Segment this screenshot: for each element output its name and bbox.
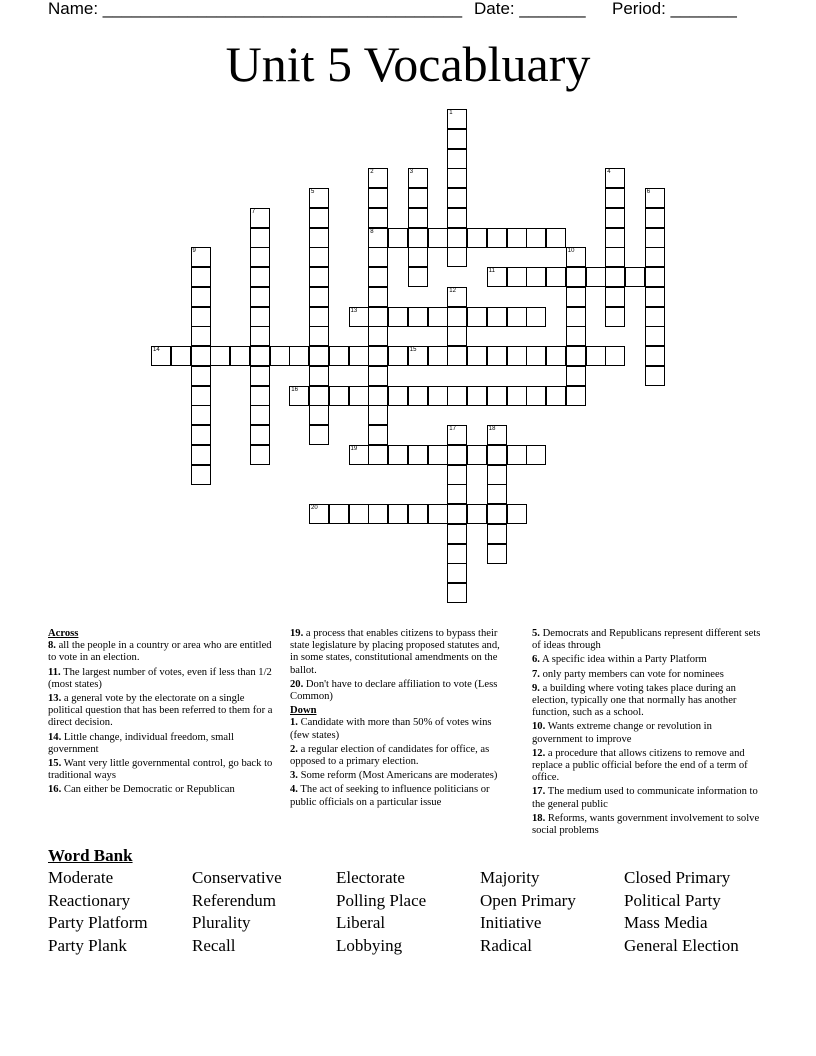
crossword-cell[interactable] (408, 504, 428, 524)
crossword-cell[interactable] (447, 208, 467, 228)
clue-number: 8 (370, 228, 374, 235)
crossword-cell[interactable] (428, 504, 448, 524)
crossword-cell[interactable] (605, 267, 625, 287)
crossword-cell[interactable] (487, 465, 507, 485)
crossword-cell[interactable] (408, 267, 428, 287)
crossword-cell[interactable] (428, 346, 448, 366)
crossword-cell[interactable] (645, 247, 665, 267)
crossword-cell[interactable] (645, 326, 665, 346)
crossword-cell[interactable] (349, 504, 369, 524)
crossword-cell[interactable] (645, 208, 665, 228)
crossword-cell[interactable] (408, 208, 428, 228)
crossword-cell[interactable] (605, 208, 625, 228)
crossword-cell[interactable] (171, 346, 191, 366)
crossword-cell-6[interactable] (645, 188, 665, 208)
crossword-cell[interactable] (250, 326, 270, 346)
clue-down-6: 6. A specific idea within a Party Platform (532, 654, 707, 666)
crossword-cell[interactable] (250, 445, 270, 465)
crossword-cell[interactable] (408, 445, 428, 465)
clue-down-5: 5. Democrats and Republicans represent different sets of ideas through (532, 628, 761, 652)
crossword-cell[interactable] (487, 544, 507, 564)
crossword-cell[interactable] (605, 247, 625, 267)
crossword-cell[interactable] (507, 445, 527, 465)
crossword-cell[interactable] (270, 346, 290, 366)
crossword-cell[interactable] (447, 326, 467, 346)
crossword-cell-20[interactable] (309, 504, 329, 524)
crossword-cell-10[interactable] (566, 247, 586, 267)
crossword-cell[interactable] (487, 445, 507, 465)
crossword-cell[interactable] (408, 247, 428, 267)
crossword-cell[interactable] (408, 188, 428, 208)
crossword-cell[interactable] (645, 267, 665, 287)
crossword-cell[interactable] (368, 405, 388, 425)
clue-number: 9 (192, 248, 196, 255)
clue-number: 6 (646, 189, 651, 195)
crossword-cell[interactable] (368, 425, 388, 445)
word-bank-item: Closed Primary (624, 868, 731, 887)
crossword-cell[interactable] (605, 287, 625, 307)
crossword-cell[interactable] (447, 445, 467, 465)
crossword-cell[interactable] (388, 307, 408, 327)
crossword-cell[interactable] (191, 346, 211, 366)
crossword-cell-3[interactable] (408, 168, 428, 188)
clue-across-19: 19. a process that enables citizens to bypass their state legislature by placing proposed statutes and, in some states, constitutional amendments on the ballot. (290, 628, 500, 676)
crossword-cell[interactable] (447, 307, 467, 327)
word-bank-item: Electorate (336, 868, 405, 887)
crossword-cell[interactable] (566, 267, 586, 287)
clue-number: 7 (251, 208, 256, 215)
crossword-cell[interactable] (487, 307, 507, 327)
down-heading: Down (290, 705, 317, 717)
crossword-cell[interactable] (309, 346, 329, 366)
crossword-cell[interactable] (368, 366, 388, 386)
crossword-cell[interactable] (605, 307, 625, 327)
clue-number: 12 (449, 287, 456, 294)
word-bank-item: Radical (480, 936, 532, 956)
name-line: Name: ______________________________________ (48, 0, 463, 18)
crossword-cell[interactable] (467, 346, 487, 366)
crossword-cell[interactable] (645, 307, 665, 327)
crossword-cell[interactable] (507, 267, 527, 287)
crossword-cell[interactable] (368, 247, 388, 267)
crossword-cell[interactable] (309, 228, 329, 248)
crossword-cell[interactable] (368, 326, 388, 346)
crossword-cell[interactable] (309, 307, 329, 327)
crossword-cell[interactable] (191, 445, 211, 465)
clue-number: 2 (370, 169, 374, 176)
crossword-cell[interactable] (487, 346, 507, 366)
crossword-cell-14[interactable] (151, 346, 171, 366)
crossword-cell[interactable] (566, 307, 586, 327)
clue-across-13: 13. a general vote by the electorate on a single political question that has been referred to them for a direct decision. (48, 693, 273, 729)
crossword-cell[interactable] (447, 228, 467, 248)
word-bank-item: Referendum (192, 890, 277, 910)
crossword-cell-17[interactable] (447, 425, 467, 445)
crossword-cell-19[interactable] (349, 445, 369, 465)
crossword-cell[interactable] (645, 366, 665, 386)
crossword-cell[interactable] (368, 386, 388, 406)
word-bank-item: Lobbying (336, 936, 403, 956)
crossword-cell[interactable] (566, 386, 586, 406)
crossword-cell[interactable] (447, 563, 467, 583)
crossword-cell-15[interactable] (408, 346, 428, 366)
crossword-cell[interactable] (329, 504, 349, 524)
crossword-cell[interactable] (566, 346, 586, 366)
clues-column-3 (532, 628, 762, 839)
crossword-cell[interactable] (645, 346, 665, 366)
crossword-cell[interactable] (191, 326, 211, 346)
word-bank-item: Recall (192, 936, 236, 956)
crossword-cell-16[interactable] (289, 386, 309, 406)
crossword-cell[interactable] (388, 346, 408, 366)
word-bank-item: Initiative (480, 913, 542, 933)
crossword-cell[interactable] (546, 386, 566, 406)
clue-down-1: 1. Candidate with more than 50% of votes wins (few states) (290, 717, 492, 741)
crossword-cell[interactable] (388, 504, 408, 524)
crossword-cell[interactable] (447, 129, 467, 149)
crossword-cell[interactable] (546, 346, 566, 366)
crossword-cell[interactable] (250, 405, 270, 425)
crossword-cell[interactable] (447, 524, 467, 544)
page-title: Unit 5 Vocabluary (225, 36, 591, 92)
clue-number: 4 (607, 169, 611, 176)
crossword-cell[interactable] (250, 287, 270, 307)
crossword-cell[interactable] (507, 228, 527, 248)
crossword-cell[interactable] (586, 267, 606, 287)
crossword-cell-9[interactable] (191, 247, 211, 267)
crossword-cell[interactable] (645, 228, 665, 248)
clue-down-9: 9. a building where voting takes place during an election, typically one that normally has another function, such as a school. (532, 682, 737, 719)
crossword-cell[interactable] (467, 307, 487, 327)
crossword-cell[interactable] (447, 346, 467, 366)
crossword-cell[interactable] (408, 307, 428, 327)
crossword-cell[interactable] (388, 386, 408, 406)
clue-number: 17 (449, 426, 456, 432)
crossword-cell[interactable] (250, 247, 270, 267)
crossword-cell[interactable] (447, 544, 467, 564)
crossword-cell[interactable] (526, 267, 546, 287)
crossword-cell[interactable] (447, 247, 467, 267)
crossword-cell[interactable] (309, 208, 329, 228)
clue-down-2: 2. a regular election of candidates for office, as opposed to a primary election. (290, 743, 490, 768)
crossword-cell[interactable] (349, 386, 369, 406)
crossword-cell[interactable] (546, 267, 566, 287)
crossword-cell[interactable] (191, 307, 211, 327)
crossword-cell[interactable] (487, 504, 507, 524)
clues-column-1 (48, 628, 278, 799)
crossword-cell[interactable] (191, 386, 211, 406)
crossword-cell[interactable] (368, 287, 388, 307)
crossword-cell[interactable] (447, 504, 467, 524)
crossword-cell[interactable] (586, 346, 606, 366)
crossword-cell[interactable] (507, 307, 527, 327)
clue-across-11: 11. The largest number of votes, even if less than 1/2 (most states) (48, 666, 272, 690)
crossword-cell[interactable] (368, 188, 388, 208)
word-bank-item: Mass Media (624, 913, 708, 933)
crossword-cell[interactable] (250, 425, 270, 445)
crossword-cell[interactable] (329, 386, 349, 406)
crossword-cell-13[interactable] (349, 307, 369, 327)
crossword-cell[interactable] (250, 267, 270, 287)
crossword-cell[interactable] (526, 346, 546, 366)
crossword-cell[interactable] (230, 346, 250, 366)
word-bank-item: Political Party (624, 890, 721, 910)
period-line: Period: _______ (612, 0, 737, 18)
clue-number: 13 (350, 307, 358, 314)
clue-down-18: 18. Reforms, wants government involvement to solve social problems (532, 812, 760, 837)
clue-across-20: 20. Don't have to declare affiliation to vote (Less Common) (290, 678, 498, 703)
clue-down-4: 4. The act of seeking to influence politicians or public officials on a particular issue (290, 784, 490, 808)
crossword-cell[interactable] (368, 307, 388, 327)
crossword-cell-18[interactable] (487, 425, 507, 445)
crossword-cell[interactable] (487, 484, 507, 504)
clue-down-7: 7. only party members can vote for nominees (532, 668, 724, 680)
crossword-cell[interactable] (368, 445, 388, 465)
clue-down-17: 17. The medium used to communicate information to the general public (532, 786, 758, 810)
clue-down-12: 12. a procedure that allows citizens to remove and replace a public official before the end of a term of office. (532, 747, 748, 784)
crossword-cell[interactable] (507, 346, 527, 366)
crossword-cell[interactable] (447, 149, 467, 169)
clue-number: 15 (409, 347, 417, 353)
crossword-cell[interactable] (309, 405, 329, 425)
clue-number: 5 (311, 189, 315, 195)
crossword-cell[interactable] (566, 287, 586, 307)
crossword-cell[interactable] (447, 168, 467, 188)
crossword-cell[interactable] (191, 465, 211, 485)
clue-number: 19 (350, 445, 358, 452)
clue-number: 1 (449, 110, 453, 116)
crossword-cell[interactable] (447, 188, 467, 208)
word-bank-item: Plurality (192, 913, 251, 933)
crossword-cell[interactable] (526, 307, 546, 327)
crossword-cell[interactable] (447, 583, 467, 603)
crossword-cell-1[interactable] (447, 109, 467, 129)
clue-down-10: 10. Wants extreme change or revolution in government to improve (532, 721, 712, 745)
word-bank-item: Open Primary (480, 890, 576, 910)
crossword-cell[interactable] (625, 267, 645, 287)
crossword-cell[interactable] (408, 228, 428, 248)
crossword-cell[interactable] (309, 267, 329, 287)
clues-column-2 (290, 628, 506, 811)
word-bank-item: Conservative (192, 868, 282, 887)
word-bank-item: Party Plank (48, 936, 127, 956)
crossword-cell[interactable] (388, 445, 408, 465)
word-bank-item: General Election (624, 936, 739, 956)
clue-number: 3 (409, 169, 414, 176)
crossword-cell[interactable] (507, 504, 527, 524)
crossword-cell[interactable] (566, 366, 586, 386)
crossword-cell[interactable] (566, 326, 586, 346)
crossword-cell[interactable] (250, 346, 270, 366)
crossword-cell[interactable] (526, 228, 546, 248)
crossword-cell[interactable] (605, 188, 625, 208)
crossword-cell[interactable] (428, 386, 448, 406)
crossword-cell[interactable] (250, 366, 270, 386)
crossword-cell[interactable] (309, 366, 329, 386)
clue-number: 14 (153, 347, 160, 353)
word-bank-item: Majority (480, 868, 540, 887)
crossword-cell-5[interactable] (309, 188, 329, 208)
word-bank-item: Liberal (336, 913, 386, 933)
crossword-cell[interactable] (329, 346, 349, 366)
crossword-cell[interactable] (289, 346, 309, 366)
word-bank-item: Moderate (48, 868, 114, 887)
crossword-cell-7[interactable] (250, 208, 270, 228)
crossword-cell[interactable] (191, 366, 211, 386)
clue-number: 20 (311, 505, 318, 511)
crossword-cell-12[interactable] (447, 287, 467, 307)
word-bank-item: Polling Place (336, 890, 427, 910)
crossword-cell[interactable] (447, 484, 467, 504)
across-heading: Across (48, 628, 79, 639)
crossword-cell[interactable] (487, 228, 507, 248)
crossword-cell[interactable] (368, 504, 388, 524)
word-bank-item: Party Platform (48, 913, 148, 933)
crossword-cell[interactable] (309, 386, 329, 406)
crossword-cell[interactable] (428, 307, 448, 327)
word-bank-item: Reactionary (48, 890, 131, 910)
crossword-cell[interactable] (605, 346, 625, 366)
crossword-cell[interactable] (526, 386, 546, 406)
crossword-cell[interactable] (605, 228, 625, 248)
crossword-cell[interactable] (349, 346, 369, 366)
clue-number: 11 (488, 268, 495, 274)
crossword-cell[interactable] (191, 287, 211, 307)
crossword-cell[interactable] (250, 228, 270, 248)
crossword-cell[interactable] (428, 228, 448, 248)
crossword-cell[interactable] (368, 346, 388, 366)
crossword-cell-11[interactable] (487, 267, 507, 287)
crossword-cell[interactable] (309, 326, 329, 346)
crossword-cell[interactable] (408, 386, 428, 406)
crossword-cell[interactable] (309, 247, 329, 267)
crossword-cell[interactable] (526, 445, 546, 465)
crossword-cell-4[interactable] (605, 168, 625, 188)
crossword-cell[interactable] (487, 386, 507, 406)
clue-across-14: 14. Little change, individual freedom, small government (48, 731, 234, 755)
crossword-cell[interactable] (467, 228, 487, 248)
crossword-cell[interactable] (309, 425, 329, 445)
clue-number: 18 (488, 426, 496, 432)
crossword-cell[interactable] (487, 524, 507, 544)
date-line: Date: _______ (474, 0, 586, 18)
crossword-cell[interactable] (447, 465, 467, 485)
clue-number: 10 (567, 248, 575, 255)
clue-across-15: 15. Want very little governmental control, go back to traditional ways (48, 758, 273, 782)
crossword-cell[interactable] (191, 425, 211, 445)
crossword-cell[interactable] (191, 405, 211, 425)
crossword-cell[interactable] (368, 208, 388, 228)
crossword-cell[interactable] (645, 287, 665, 307)
crossword-cell[interactable] (250, 386, 270, 406)
clue-number: 16 (291, 386, 298, 393)
crossword-cell[interactable] (250, 307, 270, 327)
crossword-cell[interactable] (210, 346, 230, 366)
crossword-cell-2[interactable] (368, 168, 388, 188)
crossword-cell[interactable] (388, 228, 408, 248)
crossword-cell[interactable] (191, 267, 211, 287)
crossword-cell[interactable] (467, 386, 487, 406)
clue-down-3: 3. Some reform (Most Americans are moderates) (290, 770, 498, 782)
clue-across-8: 8. all the people in a country or area who are entitled to vote in an election. (48, 640, 272, 664)
crossword-cell[interactable] (467, 504, 487, 524)
crossword-cell[interactable] (309, 287, 329, 307)
crossword-cell[interactable] (428, 445, 448, 465)
crossword-cell[interactable] (507, 386, 527, 406)
clue-across-16: 16. Can either be Democratic or Republican (48, 784, 235, 796)
crossword-cell[interactable] (467, 445, 487, 465)
crossword-cell-8[interactable] (368, 228, 388, 248)
crossword-cell[interactable] (368, 267, 388, 287)
crossword-cell[interactable] (546, 228, 566, 248)
word-bank-title: Word Bank (48, 846, 133, 865)
crossword-cell[interactable] (447, 386, 467, 406)
